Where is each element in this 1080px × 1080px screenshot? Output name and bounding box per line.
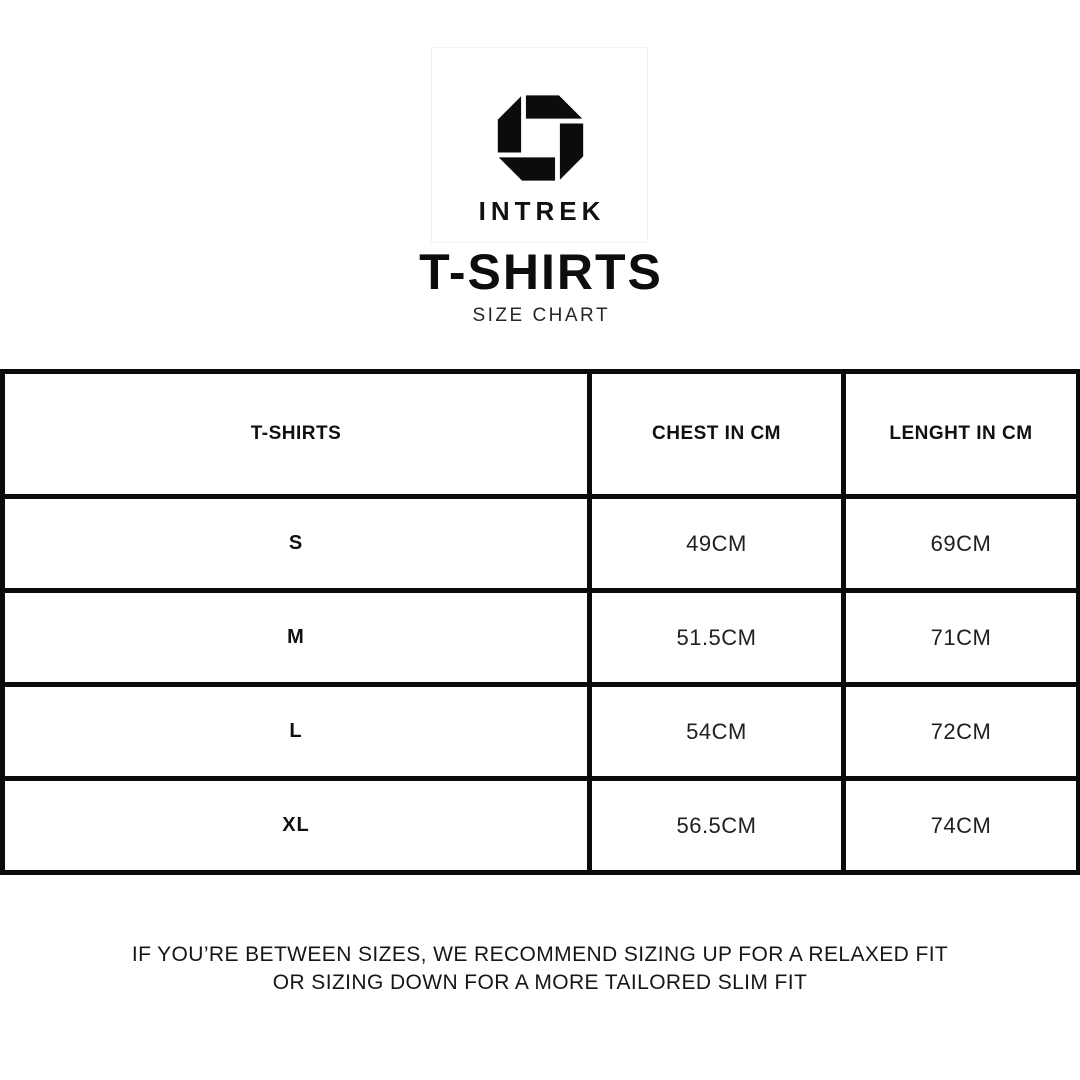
chest-value: 56.5CM <box>590 779 844 873</box>
chest-value: 54CM <box>590 685 844 779</box>
column-header-chest: CHEST IN CM <box>590 372 844 497</box>
chest-value: 49CM <box>590 497 844 591</box>
size-label: M <box>3 591 590 685</box>
page-subtitle: SIZE CHART <box>472 305 611 326</box>
octagon-pinwheel-logo-icon <box>492 89 589 187</box>
page-title: T-SHIRTS <box>419 244 663 300</box>
length-value: 69CM <box>844 497 1079 591</box>
table-row-s <box>3 497 1079 591</box>
size-label: XL <box>3 779 590 873</box>
brand-logo-block <box>431 47 648 243</box>
length-value: 74CM <box>844 779 1079 873</box>
sizing-advice-line-1: IF YOU’RE BETWEEN SIZES, WE RECOMMEND SIZING UP FOR A RELAXED FIT <box>131 943 949 966</box>
table-row-xl <box>3 779 1079 873</box>
table-row-l <box>3 685 1079 779</box>
size-chart-table <box>0 369 1080 875</box>
column-header-length: LENGHT IN CM <box>844 372 1079 497</box>
column-header-tshirts: T-SHIRTS <box>3 372 590 497</box>
brand-name: INTREK <box>478 196 606 226</box>
length-value: 72CM <box>844 685 1079 779</box>
size-label: S <box>3 497 590 591</box>
size-label: L <box>3 685 590 779</box>
sizing-advice-line-2: OR SIZING DOWN FOR A MORE TAILORED SLIM FIT <box>272 970 808 994</box>
table-row-m <box>3 591 1079 685</box>
chest-value: 51.5CM <box>590 591 844 685</box>
length-value: 71CM <box>844 591 1079 685</box>
table-header-row <box>3 372 1079 497</box>
sizing-advice-note <box>0 941 1080 996</box>
